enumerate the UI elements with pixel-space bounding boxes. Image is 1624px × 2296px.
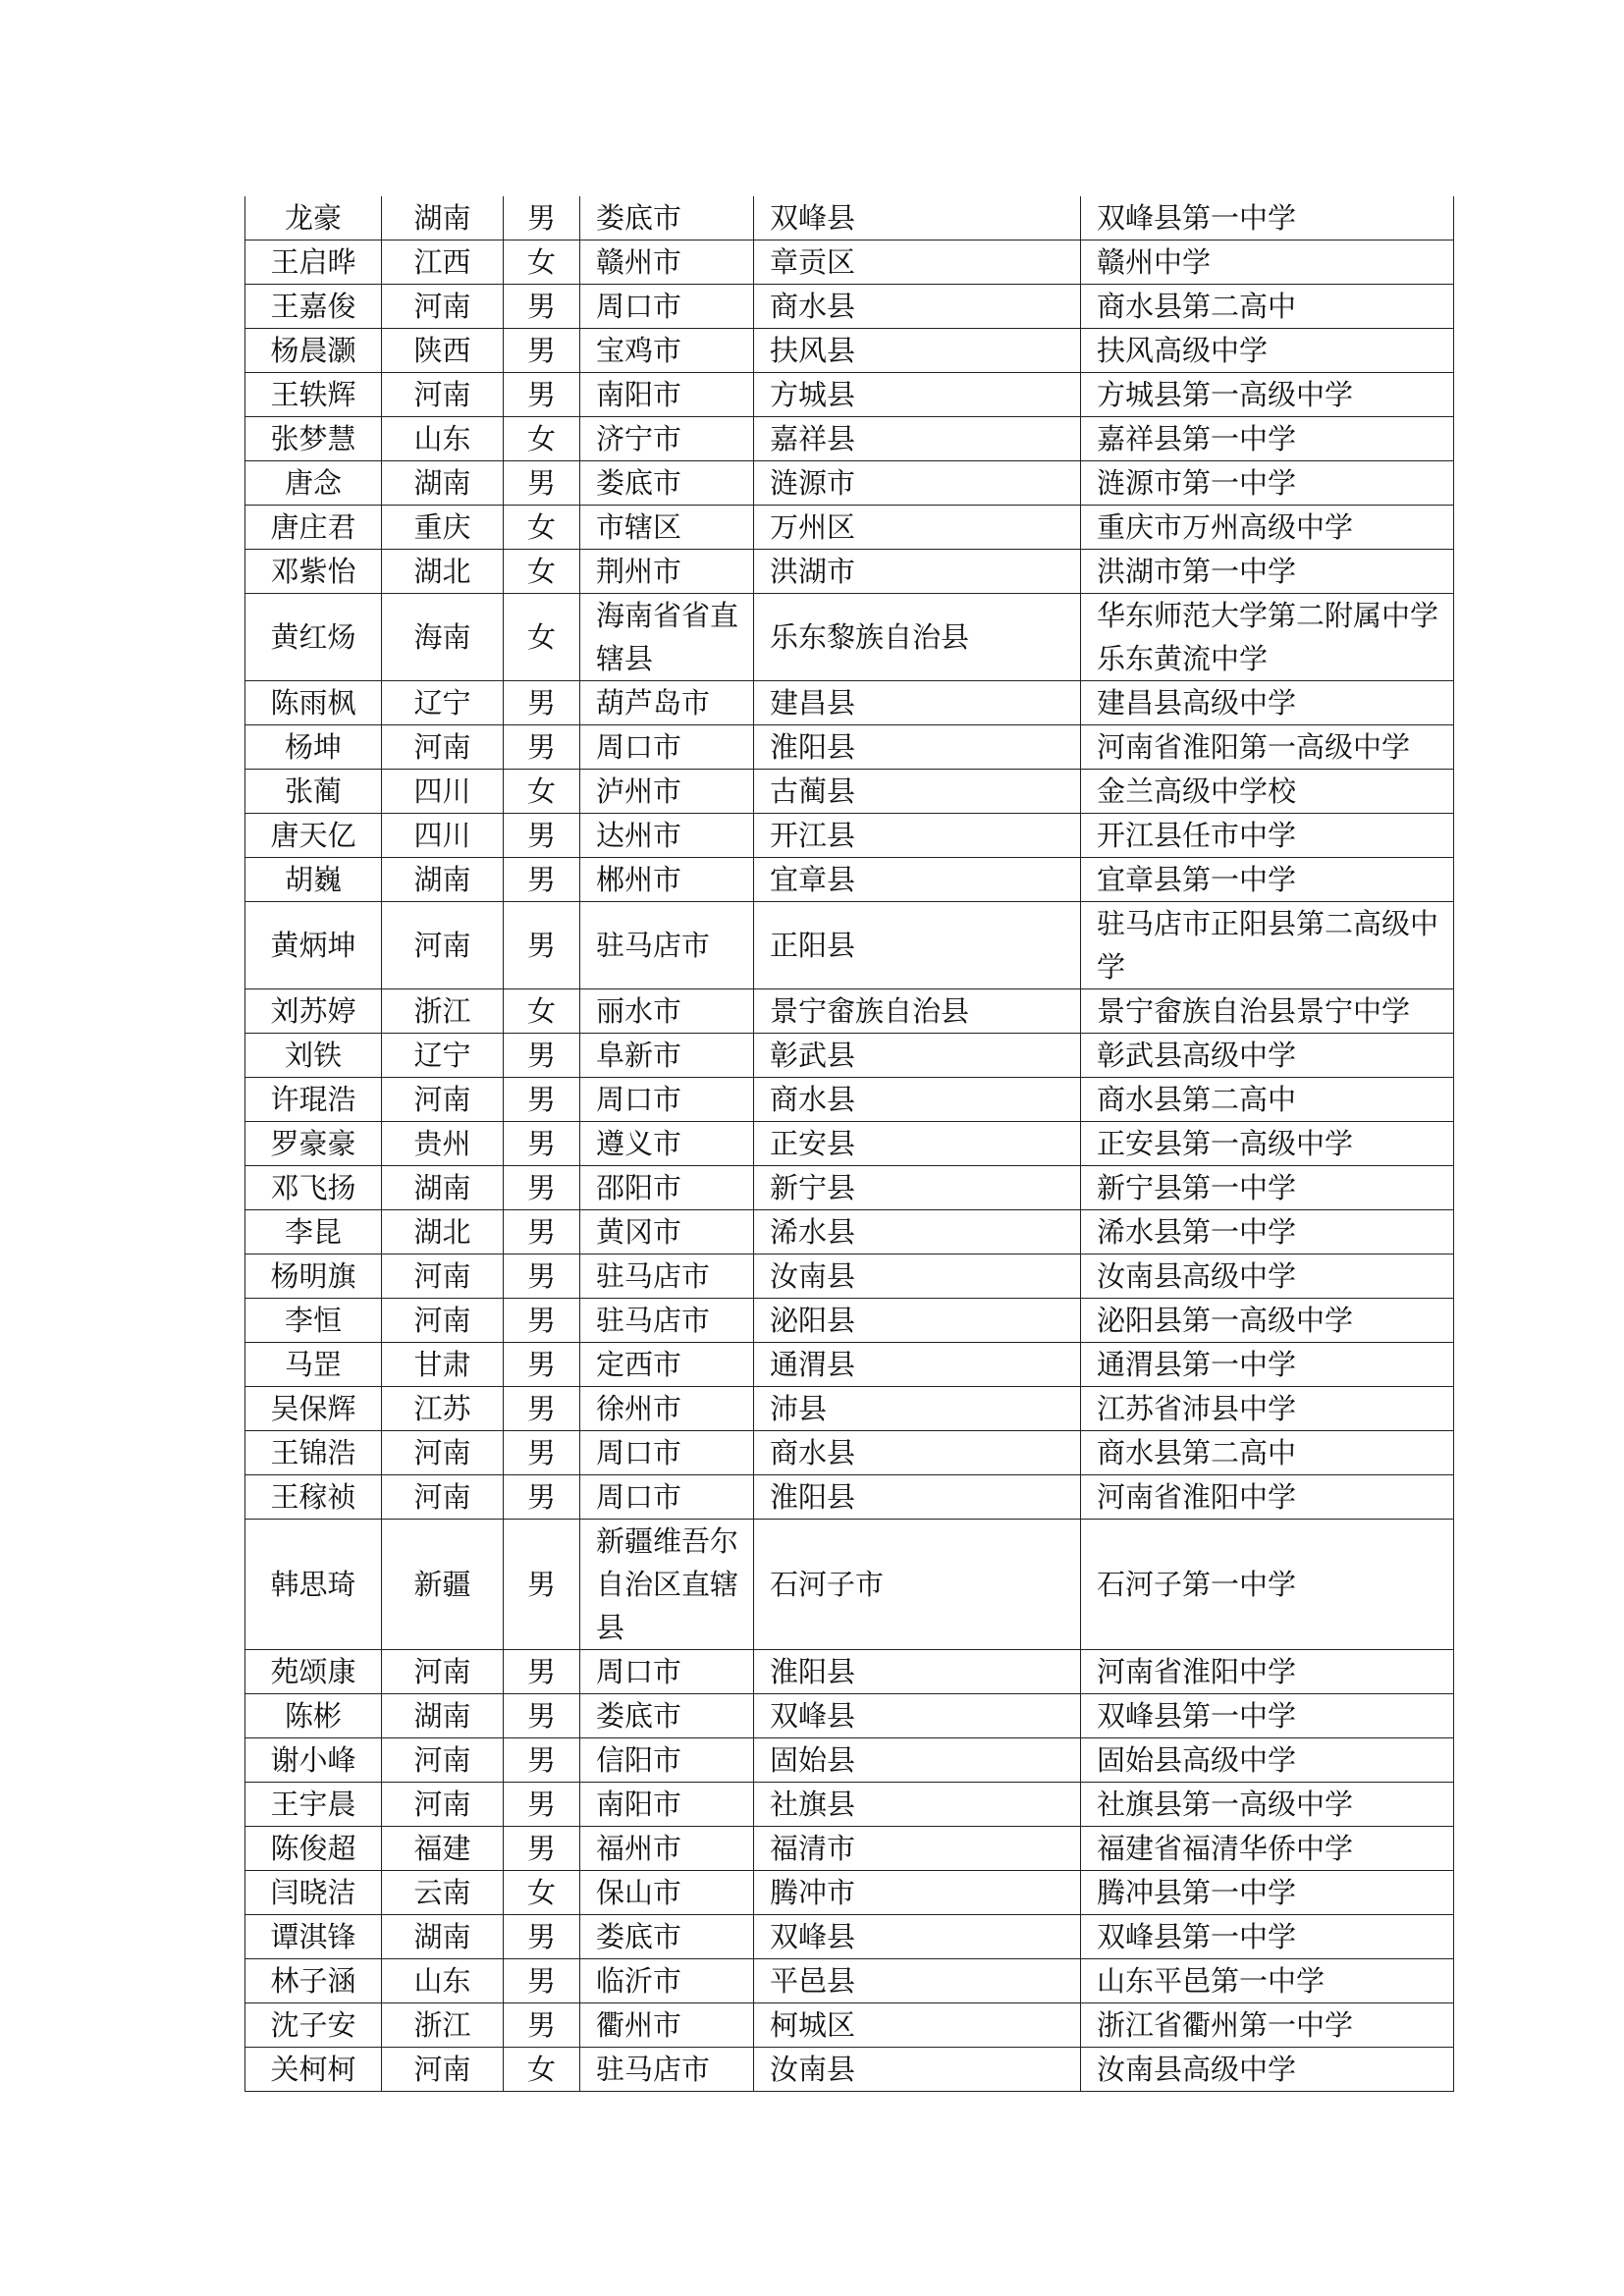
county-cell: 汝南县 [754,1255,1081,1299]
county-cell: 嘉祥县 [754,417,1081,461]
school-cell: 嘉祥县第一中学 [1081,417,1454,461]
table-row [245,1738,1454,1783]
county-cell: 石河子市 [754,1520,1081,1650]
student-name-cell: 杨明旗 [245,1255,382,1299]
city-cell: 徐州市 [580,1387,754,1431]
gender-cell: 男 [504,1520,580,1650]
city-cell: 宝鸡市 [580,329,754,373]
student-name-cell: 谢小峰 [245,1738,382,1783]
gender-cell: 男 [504,858,580,902]
school-cell: 景宁畲族自治县景宁中学 [1081,989,1454,1034]
province-cell: 湖南 [382,461,504,506]
city-cell: 衢州市 [580,2003,754,2048]
county-cell: 章贡区 [754,240,1081,285]
city-cell: 驻马店市 [580,902,754,989]
table-row [245,285,1454,329]
table-row [245,1475,1454,1520]
county-cell: 福清市 [754,1827,1081,1871]
city-cell: 娄底市 [580,1694,754,1738]
table-row [245,1871,1454,1915]
table-row [245,1210,1454,1255]
gender-cell: 女 [504,2048,580,2092]
province-cell: 河南 [382,2048,504,2092]
table-row [245,550,1454,594]
county-cell: 商水县 [754,285,1081,329]
student-name-cell: 罗豪豪 [245,1122,382,1166]
student-name-cell: 马罡 [245,1343,382,1387]
student-name-cell: 许琨浩 [245,1078,382,1122]
gender-cell: 男 [504,1959,580,2003]
province-cell: 云南 [382,1871,504,1915]
city-cell: 济宁市 [580,417,754,461]
city-cell: 保山市 [580,1871,754,1915]
table-row [245,1959,1454,2003]
student-name-cell: 龙豪 [245,196,382,240]
school-cell: 驻马店市正阳县第二高级中学 [1081,902,1454,989]
city-cell: 赣州市 [580,240,754,285]
table-row [245,506,1454,550]
school-cell: 扶风高级中学 [1081,329,1454,373]
school-cell: 新宁县第一中学 [1081,1166,1454,1210]
gender-cell: 男 [504,1827,580,1871]
table-row [245,2003,1454,2048]
student-name-cell: 苑颂康 [245,1650,382,1694]
city-cell: 荆州市 [580,550,754,594]
province-cell: 辽宁 [382,681,504,725]
gender-cell: 男 [504,681,580,725]
city-cell: 信阳市 [580,1738,754,1783]
city-cell: 周口市 [580,1078,754,1122]
city-cell: 黄冈市 [580,1210,754,1255]
school-cell: 赣州中学 [1081,240,1454,285]
province-cell: 河南 [382,1431,504,1475]
gender-cell: 男 [504,1034,580,1078]
county-cell: 洪湖市 [754,550,1081,594]
student-name-cell: 邓紫怡 [245,550,382,594]
county-cell: 通渭县 [754,1343,1081,1387]
gender-cell: 男 [504,1431,580,1475]
student-name-cell: 吴保辉 [245,1387,382,1431]
table-row [245,681,1454,725]
gender-cell: 男 [504,1210,580,1255]
city-cell: 周口市 [580,1475,754,1520]
province-cell: 四川 [382,770,504,814]
table-row [245,1343,1454,1387]
county-cell: 商水县 [754,1078,1081,1122]
gender-cell: 女 [504,506,580,550]
table-row [245,1122,1454,1166]
table-row [245,1694,1454,1738]
table-row [245,1299,1454,1343]
student-name-cell: 刘苏婷 [245,989,382,1034]
school-cell: 山东平邑第一中学 [1081,1959,1454,2003]
gender-cell: 女 [504,770,580,814]
county-cell: 平邑县 [754,1959,1081,2003]
school-cell: 福建省福清华侨中学 [1081,1827,1454,1871]
province-cell: 陕西 [382,329,504,373]
gender-cell: 男 [504,196,580,240]
gender-cell: 男 [504,1915,580,1959]
county-cell: 社旗县 [754,1783,1081,1827]
school-cell: 正安县第一高级中学 [1081,1122,1454,1166]
province-cell: 河南 [382,373,504,417]
school-cell: 河南省淮阳第一高级中学 [1081,725,1454,770]
school-cell: 双峰县第一中学 [1081,196,1454,240]
school-cell: 开江县任市中学 [1081,814,1454,858]
county-cell: 商水县 [754,1431,1081,1475]
student-name-cell: 刘铁 [245,1034,382,1078]
school-cell: 涟源市第一中学 [1081,461,1454,506]
province-cell: 湖南 [382,196,504,240]
gender-cell: 男 [504,461,580,506]
county-cell: 固始县 [754,1738,1081,1783]
student-name-cell: 杨坤 [245,725,382,770]
city-cell: 周口市 [580,1650,754,1694]
table-row [245,196,1454,240]
province-cell: 湖南 [382,858,504,902]
student-name-cell: 陈俊超 [245,1827,382,1871]
student-name-cell: 唐天亿 [245,814,382,858]
city-cell: 市辖区 [580,506,754,550]
city-cell: 驻马店市 [580,2048,754,2092]
table-row [245,2048,1454,2092]
gender-cell: 女 [504,1871,580,1915]
province-cell: 贵州 [382,1122,504,1166]
city-cell: 周口市 [580,725,754,770]
city-cell: 泸州市 [580,770,754,814]
county-cell: 泌阳县 [754,1299,1081,1343]
gender-cell: 男 [504,1343,580,1387]
province-cell: 河南 [382,1738,504,1783]
school-cell: 商水县第二高中 [1081,285,1454,329]
table-row [245,240,1454,285]
table-row [245,1650,1454,1694]
gender-cell: 男 [504,285,580,329]
province-cell: 河南 [382,1255,504,1299]
county-cell: 乐东黎族自治县 [754,594,1081,681]
city-cell: 海南省省直辖县 [580,594,754,681]
county-cell: 正阳县 [754,902,1081,989]
student-name-cell: 王嘉俊 [245,285,382,329]
table-row [245,329,1454,373]
table-row [245,858,1454,902]
gender-cell: 男 [504,373,580,417]
student-name-cell: 李昆 [245,1210,382,1255]
student-name-cell: 邓飞扬 [245,1166,382,1210]
province-cell: 河南 [382,1783,504,1827]
gender-cell: 男 [504,1166,580,1210]
city-cell: 驻马店市 [580,1299,754,1343]
table-row [245,1255,1454,1299]
school-cell: 汝南县高级中学 [1081,2048,1454,2092]
gender-cell: 女 [504,989,580,1034]
county-cell: 新宁县 [754,1166,1081,1210]
gender-cell: 女 [504,594,580,681]
table-row [245,1166,1454,1210]
province-cell: 四川 [382,814,504,858]
student-name-cell: 关柯柯 [245,2048,382,2092]
school-cell: 重庆市万州高级中学 [1081,506,1454,550]
table-row [245,725,1454,770]
school-cell: 汝南县高级中学 [1081,1255,1454,1299]
school-cell: 腾冲县第一中学 [1081,1871,1454,1915]
school-cell: 石河子第一中学 [1081,1520,1454,1650]
table-row [245,989,1454,1034]
county-cell: 汝南县 [754,2048,1081,2092]
county-cell: 腾冲市 [754,1871,1081,1915]
city-cell: 驻马店市 [580,1255,754,1299]
province-cell: 浙江 [382,989,504,1034]
county-cell: 柯城区 [754,2003,1081,2048]
county-cell: 开江县 [754,814,1081,858]
county-cell: 淮阳县 [754,1650,1081,1694]
student-name-cell: 唐庄君 [245,506,382,550]
table-row [245,1915,1454,1959]
province-cell: 湖南 [382,1915,504,1959]
school-cell: 浙江省衢州第一中学 [1081,2003,1454,2048]
student-name-cell: 韩思琦 [245,1520,382,1650]
county-cell: 宜章县 [754,858,1081,902]
gender-cell: 男 [504,1738,580,1783]
county-cell: 景宁畲族自治县 [754,989,1081,1034]
school-cell: 通渭县第一中学 [1081,1343,1454,1387]
gender-cell: 男 [504,1299,580,1343]
school-cell: 河南省淮阳中学 [1081,1650,1454,1694]
table-row [245,1520,1454,1650]
gender-cell: 男 [504,2003,580,2048]
student-name-cell: 王启晔 [245,240,382,285]
city-cell: 阜新市 [580,1034,754,1078]
province-cell: 湖南 [382,1166,504,1210]
student-name-cell: 王宇晨 [245,1783,382,1827]
province-cell: 山东 [382,417,504,461]
roster-body [245,196,1454,2092]
gender-cell: 男 [504,1078,580,1122]
school-cell: 浠水县第一中学 [1081,1210,1454,1255]
city-cell: 周口市 [580,1431,754,1475]
gender-cell: 男 [504,1255,580,1299]
gender-cell: 男 [504,1694,580,1738]
province-cell: 辽宁 [382,1034,504,1078]
province-cell: 河南 [382,725,504,770]
school-cell: 河南省淮阳中学 [1081,1475,1454,1520]
county-cell: 方城县 [754,373,1081,417]
county-cell: 双峰县 [754,196,1081,240]
table-row [245,1827,1454,1871]
province-cell: 江西 [382,240,504,285]
table-row [245,1034,1454,1078]
province-cell: 福建 [382,1827,504,1871]
gender-cell: 男 [504,1650,580,1694]
city-cell: 郴州市 [580,858,754,902]
table-row [245,594,1454,681]
city-cell: 新疆维吾尔自治区直辖县 [580,1520,754,1650]
gender-cell: 女 [504,417,580,461]
county-cell: 浠水县 [754,1210,1081,1255]
city-cell: 南阳市 [580,373,754,417]
county-cell: 双峰县 [754,1694,1081,1738]
city-cell: 福州市 [580,1827,754,1871]
province-cell: 湖北 [382,550,504,594]
student-name-cell: 张梦慧 [245,417,382,461]
county-cell: 万州区 [754,506,1081,550]
student-name-cell: 黄红炀 [245,594,382,681]
province-cell: 河南 [382,1650,504,1694]
student-name-cell: 沈子安 [245,2003,382,2048]
school-cell: 泌阳县第一高级中学 [1081,1299,1454,1343]
county-cell: 彰武县 [754,1034,1081,1078]
province-cell: 重庆 [382,506,504,550]
student-name-cell: 陈雨枫 [245,681,382,725]
student-name-cell: 王轶辉 [245,373,382,417]
county-cell: 正安县 [754,1122,1081,1166]
table-row [245,1783,1454,1827]
county-cell: 沛县 [754,1387,1081,1431]
city-cell: 达州市 [580,814,754,858]
province-cell: 新疆 [382,1520,504,1650]
student-name-cell: 陈彬 [245,1694,382,1738]
county-cell: 双峰县 [754,1915,1081,1959]
school-cell: 商水县第二高中 [1081,1431,1454,1475]
table-row [245,1387,1454,1431]
city-cell: 遵义市 [580,1122,754,1166]
student-name-cell: 闫晓洁 [245,1871,382,1915]
gender-cell: 男 [504,1122,580,1166]
county-cell: 涟源市 [754,461,1081,506]
province-cell: 甘肃 [382,1343,504,1387]
student-name-cell: 黄炳坤 [245,902,382,989]
city-cell: 葫芦岛市 [580,681,754,725]
student-name-cell: 胡巍 [245,858,382,902]
student-name-cell: 谭淇锋 [245,1915,382,1959]
county-cell: 扶风县 [754,329,1081,373]
gender-cell: 男 [504,1475,580,1520]
student-name-cell: 张蔺 [245,770,382,814]
city-cell: 丽水市 [580,989,754,1034]
city-cell: 娄底市 [580,1915,754,1959]
province-cell: 河南 [382,1475,504,1520]
city-cell: 定西市 [580,1343,754,1387]
school-cell: 彰武县高级中学 [1081,1034,1454,1078]
province-cell: 湖南 [382,1694,504,1738]
school-cell: 建昌县高级中学 [1081,681,1454,725]
table-row [245,902,1454,989]
gender-cell: 女 [504,550,580,594]
gender-cell: 女 [504,240,580,285]
gender-cell: 男 [504,902,580,989]
province-cell: 山东 [382,1959,504,2003]
province-cell: 河南 [382,902,504,989]
province-cell: 湖北 [382,1210,504,1255]
province-cell: 江苏 [382,1387,504,1431]
student-name-cell: 王锦浩 [245,1431,382,1475]
school-cell: 方城县第一高级中学 [1081,373,1454,417]
county-cell: 建昌县 [754,681,1081,725]
province-cell: 河南 [382,285,504,329]
school-cell: 金兰高级中学校 [1081,770,1454,814]
city-cell: 娄底市 [580,461,754,506]
province-cell: 浙江 [382,2003,504,2048]
table-row [245,770,1454,814]
school-cell: 社旗县第一高级中学 [1081,1783,1454,1827]
student-name-cell: 林子涵 [245,1959,382,2003]
roster-table [244,196,1454,2092]
school-cell: 固始县高级中学 [1081,1738,1454,1783]
table-row [245,814,1454,858]
table-row [245,461,1454,506]
city-cell: 周口市 [580,285,754,329]
student-name-cell: 杨晨灏 [245,329,382,373]
table-row [245,373,1454,417]
city-cell: 南阳市 [580,1783,754,1827]
student-name-cell: 王稼祯 [245,1475,382,1520]
student-name-cell: 李恒 [245,1299,382,1343]
table-row [245,417,1454,461]
province-cell: 海南 [382,594,504,681]
school-cell: 商水县第二高中 [1081,1078,1454,1122]
school-cell: 宜章县第一中学 [1081,858,1454,902]
table-row [245,1431,1454,1475]
city-cell: 临沂市 [580,1959,754,2003]
county-cell: 古蔺县 [754,770,1081,814]
school-cell: 双峰县第一中学 [1081,1694,1454,1738]
gender-cell: 男 [504,725,580,770]
table-row [245,1078,1454,1122]
school-cell: 洪湖市第一中学 [1081,550,1454,594]
city-cell: 娄底市 [580,196,754,240]
county-cell: 淮阳县 [754,1475,1081,1520]
gender-cell: 男 [504,1783,580,1827]
province-cell: 河南 [382,1078,504,1122]
school-cell: 双峰县第一中学 [1081,1915,1454,1959]
gender-cell: 男 [504,814,580,858]
school-cell: 江苏省沛县中学 [1081,1387,1454,1431]
gender-cell: 男 [504,1387,580,1431]
county-cell: 淮阳县 [754,725,1081,770]
school-cell: 华东师范大学第二附属中学乐东黄流中学 [1081,594,1454,681]
gender-cell: 男 [504,329,580,373]
city-cell: 邵阳市 [580,1166,754,1210]
student-name-cell: 唐念 [245,461,382,506]
province-cell: 河南 [382,1299,504,1343]
